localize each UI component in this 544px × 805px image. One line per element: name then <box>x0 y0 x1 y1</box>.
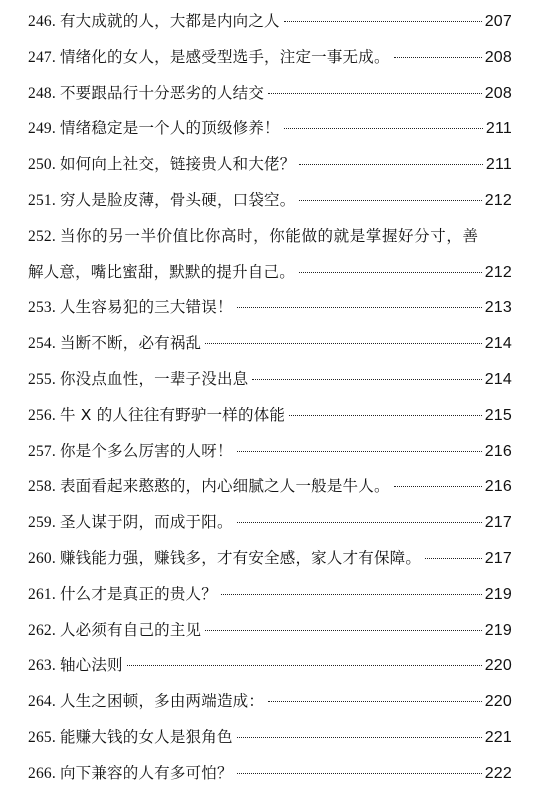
entry-title: 赚钱能力强，赚钱多，才有安全感，家人才有保障。 <box>59 548 422 567</box>
dot-leader <box>425 558 482 559</box>
entry-title: 当你的另一半价值比你高时，你能做的就是掌握好分寸，善 <box>59 226 479 245</box>
entry-title: 人生容易犯的三大错误！ <box>59 298 233 317</box>
entry-title: 能赚大钱的女人是狠角色 <box>59 727 233 746</box>
entry-title: 情绪稳定是一个人的顶级修养！ <box>59 119 280 138</box>
toc-entry[interactable] <box>28 434 512 470</box>
dot-leader <box>284 128 483 129</box>
entry-number: 252. <box>28 227 56 245</box>
dot-leader <box>268 93 482 94</box>
toc-entry[interactable] <box>28 505 512 541</box>
dot-leader <box>237 737 482 738</box>
entry-number: 262. <box>28 621 56 639</box>
entry-page: 214 <box>484 370 512 388</box>
entry-page: 216 <box>484 478 512 496</box>
entry-page: 214 <box>484 335 512 353</box>
entry-page: 222 <box>484 764 512 782</box>
toc-entry[interactable] <box>28 147 512 183</box>
entry-number: 263. <box>28 657 56 675</box>
entry-number: 258. <box>28 478 56 496</box>
entry-number: 257. <box>28 442 56 460</box>
entry-page: 208 <box>484 48 512 66</box>
entry-page: 220 <box>484 693 512 711</box>
toc-entry[interactable] <box>28 40 512 76</box>
entry-title: 有大成就的人，大都是内向之人 <box>59 12 280 30</box>
entry-number: 251. <box>28 191 56 209</box>
toc-entry[interactable] <box>28 684 512 720</box>
entry-page: 213 <box>484 299 512 317</box>
entry-number: 260. <box>28 549 56 567</box>
toc-entry[interactable] <box>28 76 512 112</box>
entry-number: 265. <box>28 728 56 746</box>
entry-title: 当断不断，必有祸乱 <box>59 334 202 353</box>
dot-leader <box>394 57 482 58</box>
entry-page: 207 <box>484 13 512 30</box>
toc-entry[interactable] <box>28 756 512 792</box>
dot-leader <box>299 200 481 201</box>
toc-entry[interactable] <box>28 219 512 291</box>
toc-entry[interactable] <box>28 541 512 577</box>
entry-title: 牛 X 的人往往有野驴一样的体能 <box>59 405 286 424</box>
toc-entry[interactable] <box>28 720 512 756</box>
dot-leader <box>205 630 481 631</box>
entry-page: 212 <box>484 191 512 209</box>
entry-title: 人必须有自己的主见 <box>59 620 202 639</box>
entry-number: 249. <box>28 120 56 138</box>
dot-leader <box>284 21 482 22</box>
toc-entry[interactable] <box>28 290 512 326</box>
entry-page: 208 <box>484 84 512 102</box>
entry-number: 261. <box>28 585 56 603</box>
entry-title: 情绪化的女人，是感受型选手，注定一事无成。 <box>59 47 390 66</box>
entry-title-continued: 解人意，嘴比蜜甜，默默的提升自己。 <box>28 262 295 281</box>
entry-title: 穷人是脸皮薄，骨头硬，口袋空。 <box>59 190 296 209</box>
entry-number: 247. <box>28 48 56 66</box>
entry-number: 264. <box>28 693 56 711</box>
toc-entry[interactable] <box>28 183 512 219</box>
dot-leader <box>237 307 482 308</box>
entry-page: 216 <box>484 442 512 460</box>
dot-leader <box>237 522 482 523</box>
entry-title: 不要跟品行十分恶劣的人结交 <box>59 83 265 102</box>
toc-entry[interactable] <box>28 577 512 613</box>
toc-entry[interactable] <box>28 326 512 362</box>
entry-page: 211 <box>485 120 512 138</box>
entry-title: 你没点血性，一辈子没出息 <box>59 369 249 388</box>
entry-page: 219 <box>484 585 512 603</box>
entry-page: 221 <box>484 728 512 746</box>
table-of-contents <box>28 4 512 792</box>
entry-title: 你是个多么厉害的人呀！ <box>59 441 233 460</box>
dot-leader <box>127 665 482 666</box>
entry-number: 266. <box>28 764 56 782</box>
entry-page: 217 <box>484 549 512 567</box>
entry-number: 259. <box>28 514 56 532</box>
dot-leader <box>205 343 481 344</box>
dot-leader <box>289 415 482 416</box>
dot-leader <box>299 272 482 273</box>
entry-page: 211 <box>485 156 512 174</box>
dot-leader <box>394 486 482 487</box>
entry-title: 表面看起来憨憨的，内心细腻之人一般是牛人。 <box>59 477 390 496</box>
entry-number: 255. <box>28 370 56 388</box>
entry-number: 248. <box>28 84 56 102</box>
entry-title: 向下兼容的人有多可怕？ <box>59 763 233 782</box>
entry-title: 轴心法则 <box>59 656 123 675</box>
entry-number: 256. <box>28 406 56 424</box>
dot-leader <box>237 451 482 452</box>
toc-entry[interactable] <box>28 398 512 434</box>
entry-title: 如何向上社交，链接贵人和大佬？ <box>59 155 296 174</box>
entry-title: 圣人谋于阴，而成于阳。 <box>59 513 233 532</box>
dot-leader <box>221 594 482 595</box>
toc-entry[interactable] <box>28 4 512 40</box>
toc-entry[interactable] <box>28 362 512 398</box>
entry-number: 250. <box>28 156 56 174</box>
entry-number: 253. <box>28 299 56 317</box>
entry-page: 212 <box>484 263 512 281</box>
toc-entry[interactable] <box>28 613 512 649</box>
entry-page: 219 <box>484 621 512 639</box>
dot-leader <box>237 773 482 774</box>
entry-page: 220 <box>484 657 512 675</box>
entry-page: 215 <box>484 406 512 424</box>
toc-entry[interactable] <box>28 111 512 147</box>
entry-number: 246. <box>28 13 56 30</box>
entry-page: 217 <box>484 514 512 532</box>
entry-title: 什么才是真正的贵人？ <box>59 584 217 603</box>
toc-entry[interactable] <box>28 469 512 505</box>
dot-leader <box>252 379 481 380</box>
entry-number: 254. <box>28 335 56 353</box>
dot-leader <box>299 164 482 165</box>
toc-entry[interactable] <box>28 648 512 684</box>
entry-title: 人生之困顿，多由两端造成： <box>59 692 265 711</box>
dot-leader <box>268 701 482 702</box>
